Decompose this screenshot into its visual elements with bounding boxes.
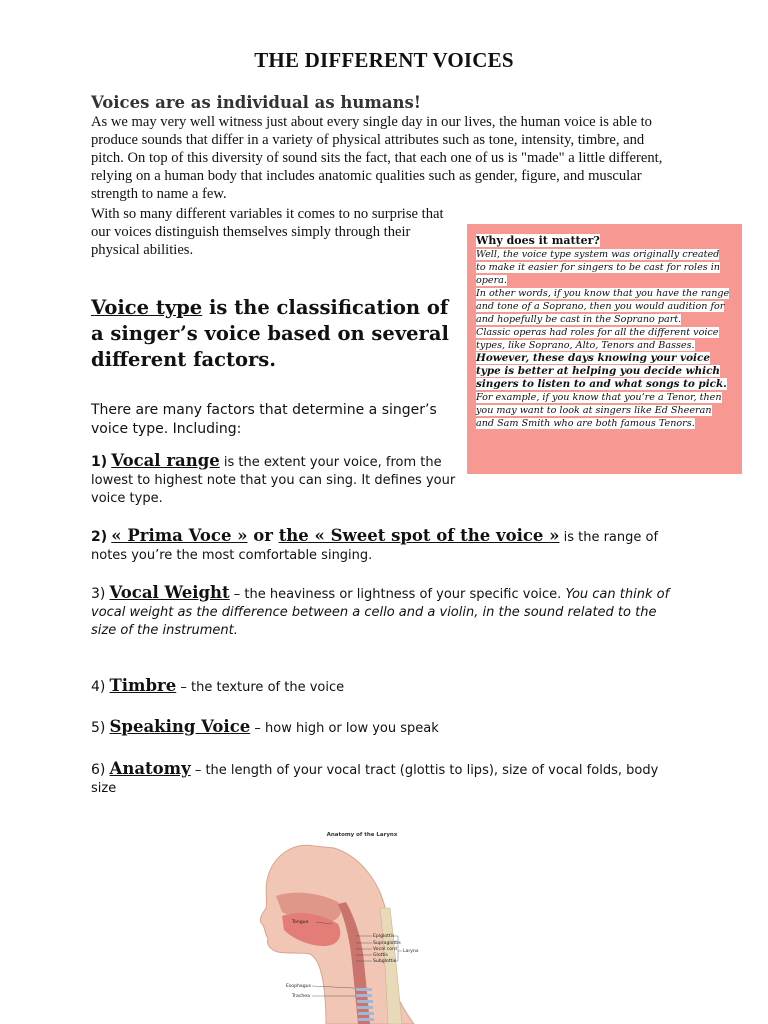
item-text: – the heaviness or lightness of your specific voice.: [229, 587, 566, 602]
item-number: 4): [91, 679, 106, 695]
label-tongue: Tongue: [292, 920, 309, 925]
label-esophagus: Esophagus: [286, 984, 311, 989]
sidebar-title: [476, 234, 731, 248]
item-connector: or: [247, 526, 279, 545]
factor-item: [91, 584, 671, 640]
item-term: Timbre: [109, 676, 177, 695]
item-term: Vocal Weight: [109, 583, 230, 602]
item-text: – how high or low you speak: [250, 721, 439, 736]
item-italic-note: You can think of vocal weight as the difference between a cello and a violin, in the sound related to the size of the instrument.: [91, 587, 670, 638]
label-larynx: Larynx: [403, 949, 419, 954]
sidebar-paragraph: [476, 391, 731, 430]
voice-type-heading: [91, 295, 456, 373]
intro-paragraph: As we may very well witness just about every single day in our lives, the human voice is able to produce sounds that differ in a variety of physical attributes such as tone, intensity, timbre, and pitch. On top of this diversity of sound sits the fact, that each one of us is "made" a little different, relying on a human body that includes anatomic qualities such as gender, figure, and muscular strength to name a few.: [91, 114, 663, 202]
item-number: 3): [91, 586, 106, 602]
heading-term: Voice type: [91, 296, 203, 319]
label-epiglottis: Epiglottis: [373, 934, 395, 939]
larynx-anatomy-figure: [252, 812, 464, 1024]
sidebar-paragraph: [476, 248, 731, 287]
label-subglottis: Subglottis: [373, 959, 397, 964]
item-term: Vocal range: [111, 451, 220, 470]
item-number: 1): [91, 454, 108, 470]
sidebar-text: However, these days knowing your voice type is better at helping you decide which singers to listen to and what songs to pick.: [476, 352, 727, 390]
sidebar-title-text: Why does it matter?: [476, 234, 600, 247]
why-it-matters-box: [467, 224, 742, 474]
item-number: 5): [91, 720, 106, 736]
sidebar-paragraph: [476, 287, 731, 326]
label-trachea: Trachea: [292, 994, 310, 999]
item-number: 2): [91, 529, 108, 545]
factor-item: [91, 677, 671, 697]
label-glottis: Glottis: [373, 953, 388, 958]
factor-item: [91, 527, 671, 565]
factor-item: [91, 718, 671, 738]
sidebar-text: In other words, if you know that you have the range and tone of a Soprano, then you would audition for and hopefully be cast in the Soprano part.: [476, 288, 730, 325]
sidebar-text: For example, if you know that you’re a Tenor, then you may want to look at singers like Ed Sheeran and Sam Smith who are both famous Tenors.: [476, 392, 722, 429]
factor-item: [91, 452, 456, 508]
sidebar-paragraph-bold: [476, 352, 731, 391]
heading-rest: is the classification of a singer’s voice based on several different factors.: [91, 296, 449, 371]
item-text: is the extent your voice, from the lowest to highest note that you can sing. It defines your voice type.: [91, 455, 456, 506]
figure-title: Anatomy of the Larynx: [326, 832, 398, 838]
item-term: Speaking Voice: [109, 717, 251, 736]
item-text: – the length of your vocal tract (glottis to lips), size of vocal folds, body size: [91, 763, 659, 796]
section-subtitle: Voices are as individual as humans!: [91, 93, 422, 112]
sidebar-text: Well, the voice type system was originally created to make it easier for singers to be cast for roles in opera.: [476, 249, 720, 286]
item-text: – the texture of the voice: [176, 680, 345, 695]
item-text: is the range of notes you’re the most comfortable singing.: [91, 530, 659, 563]
factor-item: [91, 760, 671, 798]
item-term: « Prima Voce »: [111, 526, 248, 545]
label-vocal-cord: Vocal cord: [373, 947, 397, 952]
label-supraglottis: Supraglottis: [373, 941, 401, 946]
sidebar-paragraph: [476, 326, 731, 352]
page-title: THE DIFFERENT VOICES: [254, 48, 514, 72]
item-term: Anatomy: [109, 759, 191, 778]
sidebar-text: Classic operas had roles for all the different voice types, like Soprano, Alto, Tenors and Basses.: [476, 327, 719, 351]
item-term-b: the « Sweet spot of the voice »: [278, 526, 560, 545]
item-number: 6): [91, 762, 106, 778]
factors-intro: There are many factors that determine a singer’s voice type. Including:: [91, 402, 437, 437]
intro-paragraph-2: With so many different variables it comes to no surprise that our voices distinguish themselves simply through their physical abilities.: [91, 206, 444, 258]
